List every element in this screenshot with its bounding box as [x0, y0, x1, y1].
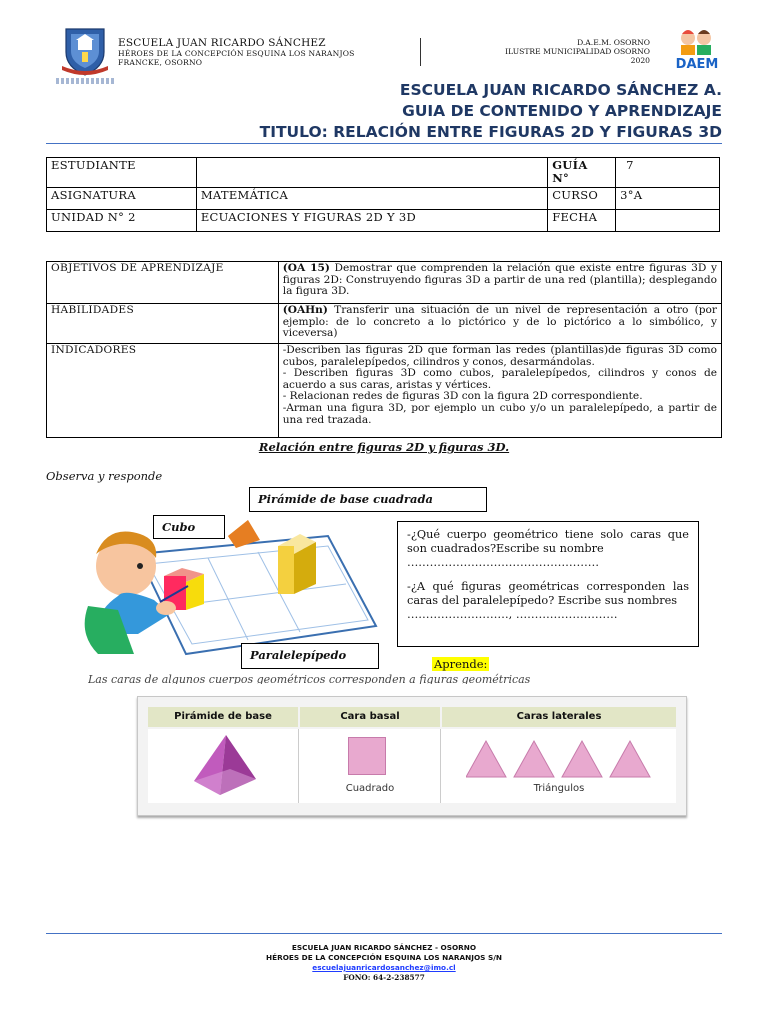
section-title: Relación entre figuras 2D y figuras 3D.	[258, 440, 510, 454]
objectives-table	[46, 261, 722, 438]
title-rule	[46, 143, 722, 144]
footer-address: HÉROES DE LA CONCEPCIÓN ESQUINA LOS NARANJOS S/N	[265, 953, 503, 962]
fecha-label: FECHA	[548, 210, 616, 232]
asignatura-label: ASIGNATURA	[47, 188, 197, 210]
student-info-table	[46, 157, 720, 232]
municipality-line: ILUSTRE MUNICIPALIDAD OSORNO	[505, 47, 650, 56]
footer-school: ESCUELA JUAN RICARDO SÁNCHEZ - OSORNO	[291, 943, 477, 952]
square-figure	[348, 737, 386, 775]
habilidades-label: HABILIDADES	[47, 304, 279, 344]
habilidades-text: Transferir una situación de un nivel de representación a otro (por ejemplo: de lo concreto a lo pictórico y de lo pictórico a lo simbólico, y viceversa)	[282, 304, 717, 340]
header-cara-basal: Cara basal	[300, 707, 440, 727]
daem-line: D.A.E.M. OSORNO	[577, 38, 650, 47]
header-piramide: Pirámide de base	[148, 707, 298, 727]
label-cuadrado: Cuadrado	[345, 783, 395, 794]
school-name: ESCUELA JUAN RICARDO SÁNCHEZ	[118, 37, 326, 49]
asignatura-value: MATEMÁTICA	[196, 188, 547, 210]
answer-1-line[interactable]: ……………………………………………	[407, 556, 600, 569]
footer-phone: FONO: 64-2-238577	[343, 973, 425, 982]
title-guide: GUIA DE CONTENIDO Y APRENDIZAJE	[402, 102, 722, 120]
indicator-item: -Describen las figuras 2D que forman las redes (plantillas)de figuras 3D como cubos, paralelepípedos, cilindros y conos, desarmándolas.	[282, 344, 717, 368]
indicator-item: - Relacionan redes de figuras 3D con la figura 2D correspondiente.	[282, 390, 643, 403]
indicadores-content	[278, 344, 721, 438]
indicadores-label: INDICADORES	[47, 344, 279, 438]
school-city: FRANCKE, OSORNO	[118, 57, 203, 67]
school-crest-logo	[62, 26, 108, 78]
fecha-field[interactable]	[616, 210, 720, 232]
daem-header-text	[470, 38, 650, 65]
indicator-item: - Describen figuras 3D como cubos, paralelepípedos, cilindros y conos de acuerdo a sus caras, aristas y vértices.	[282, 367, 717, 391]
answer-2-line[interactable]: ………………………, ………………………	[407, 608, 618, 621]
estudiante-label: ESTUDIANTE	[47, 158, 197, 188]
footer-email-link[interactable]: escuelajuanricardosanchez@imo.cl	[312, 963, 456, 972]
guia-value: 7	[616, 158, 720, 188]
figures-caption: Las caras de algunos cuerpos geométricos corresponden a figuras geométricas	[88, 673, 531, 684]
habilidades-content	[278, 304, 721, 344]
school-address: HÉROES DE LA CONCEPCIÓN ESQUINA LOS NARANJOS	[118, 48, 355, 58]
estudiante-field[interactable]	[196, 158, 547, 188]
title-topic: TITULO: RELACIÓN ENTRE FIGURAS 2D Y FIGURAS 3D	[259, 123, 722, 141]
objetivos-text: Demostrar que comprenden la relación que existe entre figuras 3D y figuras 2D: Construyendo figuras 3D a partir de una red (plantilla); desplegando la figura 3D.	[282, 262, 718, 298]
curso-value: 3°A	[616, 188, 720, 210]
objetivos-content	[278, 262, 721, 304]
figure-correspondence-table	[137, 696, 687, 816]
question-2: -¿A qué figuras geométricas corresponden las caras del paralelepípedo? Escribe sus nombres	[407, 580, 689, 607]
crest-caption	[56, 78, 114, 84]
footer	[46, 943, 722, 983]
callout-piramide: Pirámide de base cuadrada	[249, 487, 487, 512]
objetivos-label: OBJETIVOS DE APRENDIZAJE	[47, 262, 279, 304]
question-1: -¿Qué cuerpo geométrico tiene solo caras que son cuadrados?Escribe su nombre	[407, 528, 689, 555]
objetivos-code: (OA 15)	[282, 262, 330, 274]
year-line: 2020	[630, 56, 650, 65]
curso-label: CURSO	[548, 188, 616, 210]
callout-cubo: Cubo	[153, 515, 225, 539]
indicator-item: -Arman una figura 3D, por ejemplo un cubo y/o un paralelepípedo, a partir de una red trazada.	[282, 401, 717, 426]
daem-logo-text: DAEM	[675, 57, 719, 72]
header-caras-laterales: Caras laterales	[442, 707, 676, 727]
label-triangulos: Triángulos	[533, 783, 585, 794]
school-header-text	[118, 38, 378, 67]
document-titles	[202, 80, 722, 143]
callout-paralelepipedo: Paralelepípedo	[241, 643, 379, 669]
unidad-value: ECUACIONES Y FIGURAS 2D Y 3D	[196, 210, 547, 232]
aprende-label: Aprende:	[434, 657, 488, 671]
header-divider	[420, 38, 421, 66]
triangles-figure	[466, 739, 656, 779]
guia-label	[548, 158, 616, 188]
unidad-label: UNIDAD N° 2	[47, 210, 197, 232]
title-school: ESCUELA JUAN RICARDO SÁNCHEZ A.	[399, 81, 722, 99]
observa-instruction: Observa y responde	[46, 469, 163, 483]
daem-logo	[670, 24, 724, 76]
pyramid-figure	[190, 733, 260, 799]
footer-rule	[46, 933, 722, 934]
guia-label-2: N°	[552, 171, 570, 185]
habilidades-code: (OAHn)	[282, 304, 328, 316]
guia-label-1: GUÍA	[552, 158, 588, 172]
questions-box	[397, 521, 699, 647]
